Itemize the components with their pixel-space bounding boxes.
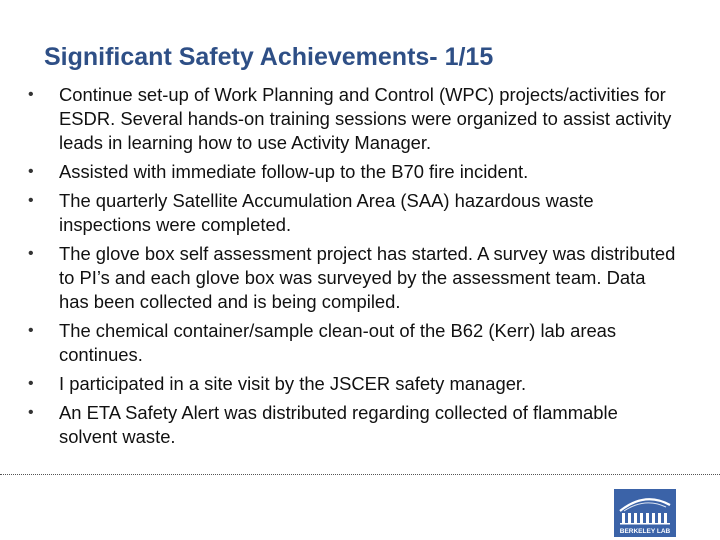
- bullet-marker: •: [28, 245, 34, 262]
- slide-title: Significant Safety Achievements- 1/15: [44, 43, 494, 71]
- footer-divider: [0, 474, 720, 475]
- bullet-text: Assisted with immediate follow-up to the B70 fire incident.: [59, 161, 529, 182]
- bullet-marker: •: [28, 375, 34, 392]
- bullet-marker: •: [28, 163, 34, 180]
- bullet-marker: •: [28, 86, 34, 103]
- bullet-item: [28, 242, 678, 314]
- bullet-item: [28, 372, 678, 396]
- bullet-text: The quarterly Satellite Accumulation Area (SAA) hazardous waste inspections were completed.: [59, 190, 594, 235]
- bullet-text: An ETA Safety Alert was distributed regarding collected of flammable solvent waste.: [59, 402, 618, 447]
- bullet-marker: •: [28, 192, 34, 209]
- bullet-item: [28, 160, 678, 184]
- bullet-item: [28, 189, 678, 237]
- bullet-text: The glove box self assessment project has started. A survey was distributed to PI’s and each glove box was surveyed by the assessment team. Data has been collected and is being compiled.: [59, 243, 676, 312]
- bullet-text: Continue set-up of Work Planning and Control (WPC) projects/activities for ESDR. Several hands-on training sessions were organized to assist activity leads in learning how to use Activity Manager.: [59, 84, 672, 153]
- logo-text: BERKELEY LAB: [619, 528, 671, 535]
- bullet-item: [28, 319, 678, 367]
- berkeley-lab-building-icon: [614, 489, 676, 537]
- bullet-marker: •: [28, 322, 34, 339]
- bullet-text: I participated in a site visit by the JSCER safety manager.: [59, 373, 527, 394]
- bullet-marker: •: [28, 404, 34, 421]
- bullet-item: [28, 83, 678, 155]
- berkeley-lab-logo: [614, 489, 676, 537]
- bullet-item: [28, 401, 678, 449]
- bullet-list: [28, 83, 678, 454]
- bullet-text: The chemical container/sample clean-out of the B62 (Kerr) lab areas continues.: [59, 320, 617, 365]
